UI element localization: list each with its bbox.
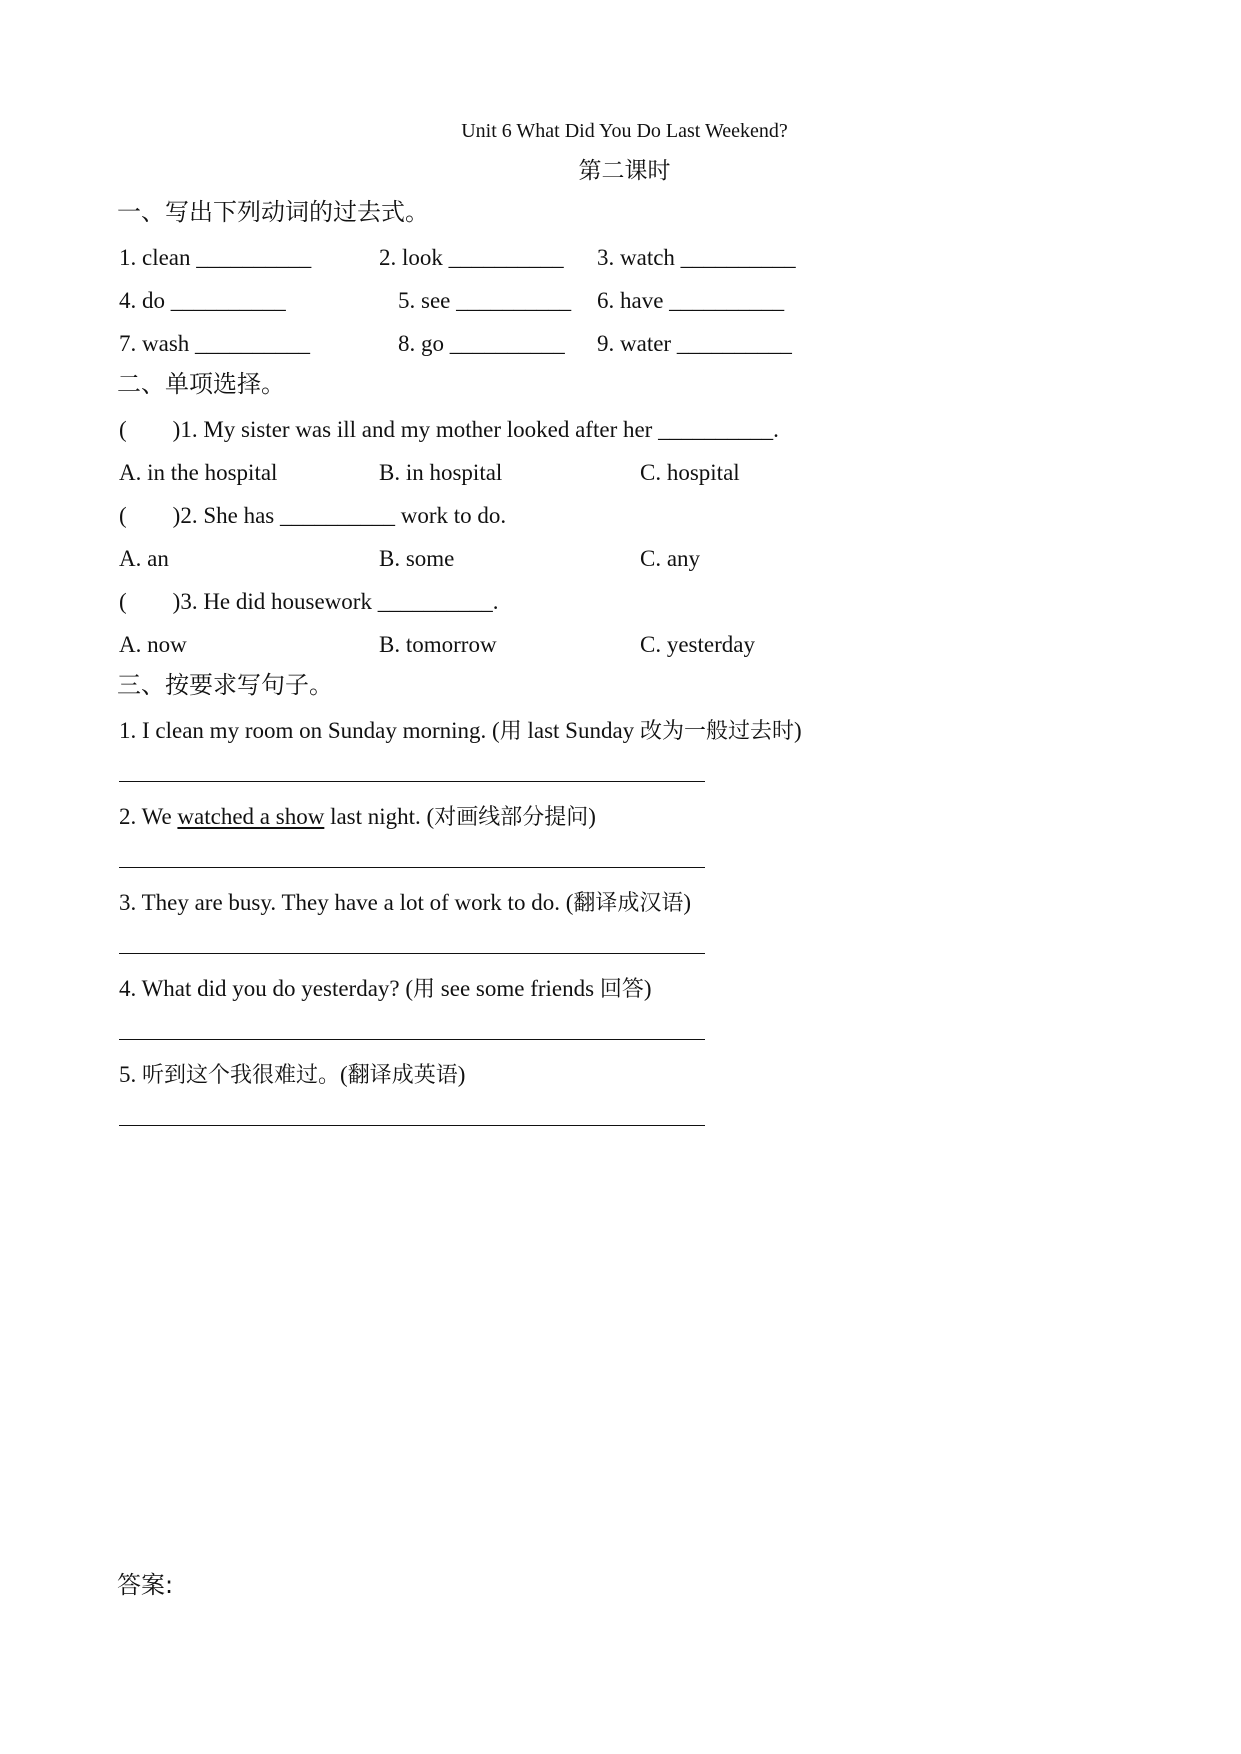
verb-item-have: 6. have __________: [597, 288, 785, 313]
verb-item-see: 5. see __________: [398, 288, 572, 313]
answers-label: 答案:: [117, 1571, 174, 1599]
sentence-3-answer-line[interactable]: [119, 953, 705, 954]
verb-item-clean: 1. clean __________: [119, 245, 312, 270]
sentence-2-prompt: 2. We watched a show last night. (对画线部分提问): [119, 804, 596, 830]
question-2-option-a: A. an: [119, 546, 169, 571]
question-1-option-a: A. in the hospital: [119, 460, 278, 485]
sentence-1-prompt: 1. I clean my room on Sunday morning. (用 last Sunday 改为一般过去时): [119, 718, 802, 744]
sentence-4-answer-line[interactable]: [119, 1039, 705, 1040]
section-1-heading: 一、写出下列动词的过去式。: [117, 198, 429, 226]
section-3-heading: 三、按要求写句子。: [117, 671, 333, 699]
verb-item-look: 2. look __________: [379, 245, 564, 270]
question-3-option-c: C. yesterday: [640, 632, 755, 657]
sentence-4-prompt: 4. What did you do yesterday? (用 see some friends 回答): [119, 976, 652, 1002]
sentence-3-prompt: 3. They are busy. They have a lot of work to do. (翻译成汉语): [119, 890, 692, 916]
sentence-5-answer-line[interactable]: [119, 1125, 705, 1126]
question-2-option-c: C. any: [640, 546, 701, 571]
verb-item-wash: 7. wash __________: [119, 331, 311, 356]
verb-item-water: 9. water __________: [597, 331, 792, 356]
question-3-stem: ( )3. He did housework __________.: [119, 589, 499, 614]
question-1-stem: ( )1. My sister was ill and my mother looked after her __________.: [119, 417, 779, 442]
sentence-2-answer-line[interactable]: [119, 867, 705, 868]
underlined-phrase: watched a show: [177, 804, 325, 829]
sentence-5-prompt: 5. 听到这个我很难过。(翻译成英语): [119, 1062, 466, 1088]
question-2-stem: ( )2. She has __________ work to do.: [119, 503, 507, 528]
question-1-option-c: C. hospital: [640, 460, 740, 485]
lesson-label: 第二课时: [578, 158, 671, 184]
question-3-option-b: B. tomorrow: [379, 632, 497, 657]
question-1-option-b: B. in hospital: [379, 460, 503, 485]
sentence-1-answer-line[interactable]: [119, 781, 705, 782]
worksheet-title: Unit 6 What Did You Do Last Weekend?: [461, 120, 788, 142]
question-3-option-a: A. now: [119, 632, 187, 657]
section-2-heading: 二、单项选择。: [117, 370, 285, 398]
question-2-option-b: B. some: [379, 546, 455, 571]
verb-item-watch: 3. watch __________: [597, 245, 796, 270]
verb-item-do: 4. do __________: [119, 288, 286, 313]
verb-item-go: 8. go __________: [398, 331, 565, 356]
